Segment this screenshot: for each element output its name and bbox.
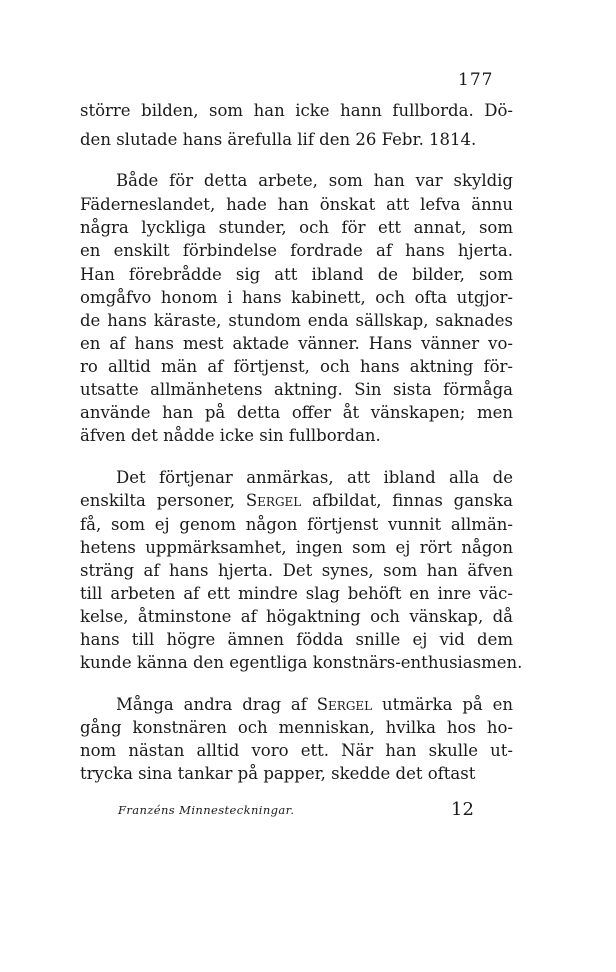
text-line: till arbeten af ett mindre slag behöft en inre väc- — [80, 584, 513, 603]
text-line: sträng af hans hjerta. Det synes, som han äfven — [80, 561, 513, 580]
text-line: Det förtjenar anmärkas, att ibland alla de — [116, 468, 513, 487]
text-line — [80, 493, 513, 510]
text-line: nom nästan alltid voro ett. När han skulle ut- — [80, 741, 513, 760]
text-segment: afbildat, finnas ganska — [301, 491, 513, 510]
text-line: Fäderneslandet, hade han önskat att lefva ännu — [80, 195, 513, 214]
text-line: ro alltid män af förtjenst, och hans aktning för- — [80, 357, 513, 376]
text-line: hans till högre ämnen födda snille ej vid dem — [80, 630, 513, 649]
text-line: trycka sina tankar på papper, skedde det oftast — [80, 764, 476, 783]
text-segment: Många andra drag af — [116, 695, 317, 714]
text-line: gång konstnären och menniskan, hvilka hos ho- — [80, 718, 513, 737]
text-line: den slutade hans ärefulla lif den 26 Febr. 1814. — [80, 130, 477, 149]
text-line: äfven det nådde icke sin fullbordan. — [80, 426, 381, 445]
text-segment: enskilta personer, — [80, 491, 246, 510]
text-line: större bilden, som han icke hann fullborda. Dö- — [80, 101, 513, 120]
text-line: en af hans mest aktade vänner. Hans vänner vo- — [80, 334, 513, 353]
footer-signature: Franzéns Minnesteckningar. — [118, 803, 295, 817]
text-line: de hans käraste, stundom enda sällskap, saknades — [80, 311, 513, 330]
text-line — [116, 697, 513, 714]
name-small-caps: Sergel — [316, 695, 373, 714]
text-line: hetens uppmärksamhet, ingen som ej rört någon — [80, 538, 513, 557]
page-number: 177 — [458, 70, 494, 90]
text-line: använde han på detta offer åt vänskapen; men — [80, 403, 513, 422]
text-line: några lyckliga stunder, och för ett annat, som — [80, 218, 513, 237]
footer-sheet-number: 12 — [451, 799, 474, 820]
text-line: omgåfvo honom i hans kabinett, och ofta utgjor- — [80, 288, 513, 307]
text-segment: utmärka på en — [372, 695, 513, 714]
text-line: Både för detta arbete, som han var skyldig — [116, 171, 513, 190]
text-line: utsatte allmänhetens aktning. Sin sista förmåga — [80, 380, 513, 399]
name-small-caps: Sergel — [245, 491, 302, 510]
text-line: en enskilt förbindelse fordrade af hans hjerta. — [80, 241, 513, 260]
text-line: Han förebrådde sig att ibland de bilder, som — [80, 265, 513, 284]
text-line: få, som ej genom någon förtjenst vunnit allmän- — [80, 515, 513, 534]
text-line: kunde känna den egentliga konstnärs-enthusiasmen. — [80, 653, 523, 672]
text-line: kelse, åtminstone af högaktning och vänskap, då — [80, 607, 513, 626]
